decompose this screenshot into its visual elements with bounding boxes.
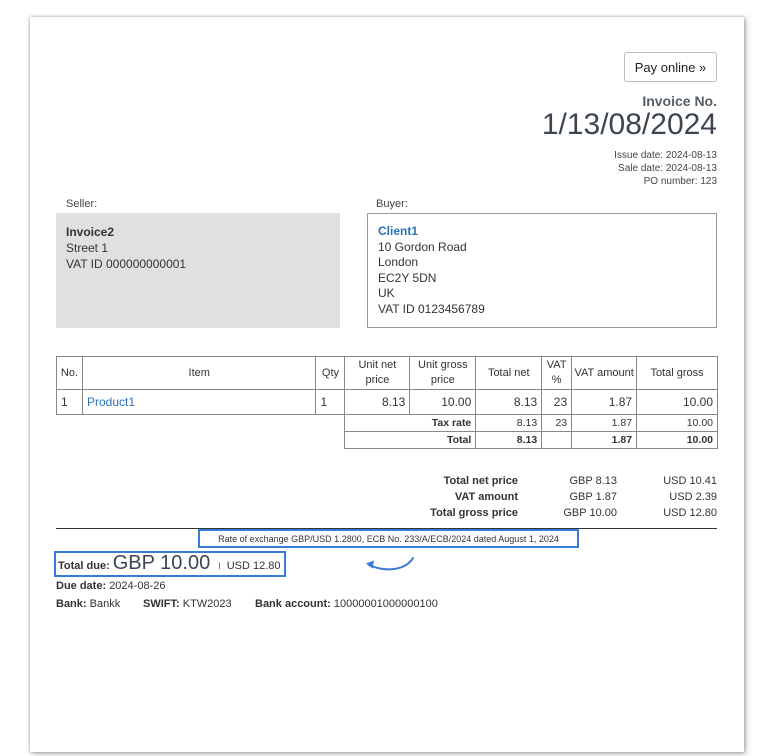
seller-vat: VAT ID 000000000001: [66, 257, 187, 271]
exchange-rate-note: Rate of exchange GBP/USD 1.2800, ECB No. 233/A/ECB/2024 dated August 1, 2024: [198, 529, 579, 548]
totals-labels: [430, 473, 518, 521]
cell-unit-gross: 10.00: [410, 390, 476, 415]
buyer-vat: VAT ID 0123456789: [378, 301, 485, 316]
total-due-box: [54, 551, 286, 577]
total-gross-price-usd: USD 12.80: [663, 507, 717, 519]
tax-rate-total-gross: 10.00: [637, 415, 718, 432]
total-gross: 10.00: [637, 432, 718, 449]
swift-value: KTW2023: [182, 598, 232, 610]
invoice-meta: [614, 149, 717, 188]
col-header-vat-amount: VAT amount: [572, 357, 637, 390]
total-net-price-gbp: GBP 8.13: [569, 475, 617, 487]
buyer-street: 10 Gordon Road: [378, 239, 467, 254]
total-vat-amount: 1.87: [572, 432, 637, 449]
buyer-country: UK: [378, 286, 395, 301]
cell-unit-net: 8.13: [345, 390, 410, 415]
items-table: [56, 356, 718, 449]
pay-online-button[interactable]: Pay online »: [624, 52, 717, 82]
vat-amount-usd: USD 2.39: [669, 491, 717, 503]
curved-arrow-icon: [363, 555, 415, 575]
table-row: [57, 390, 718, 415]
total-net: 8.13: [476, 432, 542, 449]
seller-label: Seller:: [66, 198, 98, 210]
bank-account-value: 10000001000000100: [333, 598, 438, 610]
po-number: PO number: 123: [643, 176, 717, 187]
due-date-label: Due date:: [56, 580, 107, 592]
col-header-total-net: Total net: [476, 357, 542, 390]
swift-info: [143, 598, 232, 610]
buyer-name-link[interactable]: Client1: [378, 224, 419, 238]
cell-vat-amount: 1.87: [572, 390, 637, 415]
col-header-unit-gross: Unit gross price: [410, 357, 476, 390]
sale-date: Sale date: 2024-08-13: [618, 163, 717, 174]
tax-rate-row: [57, 415, 718, 432]
buyer-box: [367, 213, 717, 328]
invoice-number-label: Invoice No.: [642, 93, 717, 109]
totals-gbp: [563, 473, 617, 521]
cell-total-net: 8.13: [476, 390, 542, 415]
bank-value: Bankk: [89, 598, 121, 610]
col-header-total-gross: Total gross: [637, 357, 718, 390]
col-header-item: Item: [82, 357, 316, 390]
currency-separator: I: [218, 561, 221, 571]
col-header-qty: Qty: [316, 357, 345, 390]
total-gross-price-gbp: GBP 10.00: [563, 507, 617, 519]
total-due-label: Total due:: [58, 560, 110, 572]
tax-rate-total-net: 8.13: [476, 415, 542, 432]
due-date: [56, 580, 165, 592]
bank-label: Bank:: [56, 598, 87, 610]
bank-info: [56, 598, 120, 610]
issue-date: Issue date: 2024-08-13: [614, 150, 717, 161]
col-header-unit-net: Unit net price: [345, 357, 410, 390]
seller-street: Street 1: [66, 241, 109, 255]
cell-total-gross: 10.00: [637, 390, 718, 415]
buyer-city: London: [378, 255, 419, 270]
buyer-label: Buyer:: [376, 198, 408, 210]
tax-rate-label: Tax rate: [345, 415, 476, 432]
due-date-value: 2024-08-26: [109, 580, 166, 592]
total-row: [57, 432, 718, 449]
total-net-price-label: Total net price: [443, 475, 518, 487]
product-link[interactable]: Product1: [82, 390, 316, 415]
total-gross-price-label: Total gross price: [430, 507, 518, 519]
bank-account-info: [255, 598, 438, 610]
seller-box: [56, 213, 340, 328]
cell-no: 1: [57, 390, 83, 415]
swift-label: SWIFT:: [143, 598, 180, 610]
seller-name: Invoice2: [66, 225, 115, 239]
vat-amount-gbp: GBP 1.87: [569, 491, 617, 503]
invoice-number: 1/13/08/2024: [541, 108, 717, 141]
col-header-no: No.: [57, 357, 83, 390]
invoice-page: [30, 17, 744, 752]
buyer-postcode: EC2Y 5DN: [378, 270, 437, 285]
total-due-usd: USD 12.80: [226, 560, 281, 572]
total-label: Total: [345, 432, 476, 449]
col-header-vat-pct: VAT %: [542, 357, 572, 390]
bank-account-label: Bank account:: [255, 598, 331, 610]
total-due-gbp: GBP 10.00: [112, 552, 211, 574]
totals-usd: [663, 473, 717, 521]
vat-amount-label: VAT amount: [454, 491, 518, 503]
cell-qty: 1: [316, 390, 345, 415]
total-net-price-usd: USD 10.41: [663, 475, 717, 487]
cell-vat-pct: 23: [542, 390, 572, 415]
table-header-row: [57, 357, 718, 390]
tax-rate-vat-pct: 23: [542, 415, 572, 432]
tax-rate-vat-amount: 1.87: [572, 415, 637, 432]
